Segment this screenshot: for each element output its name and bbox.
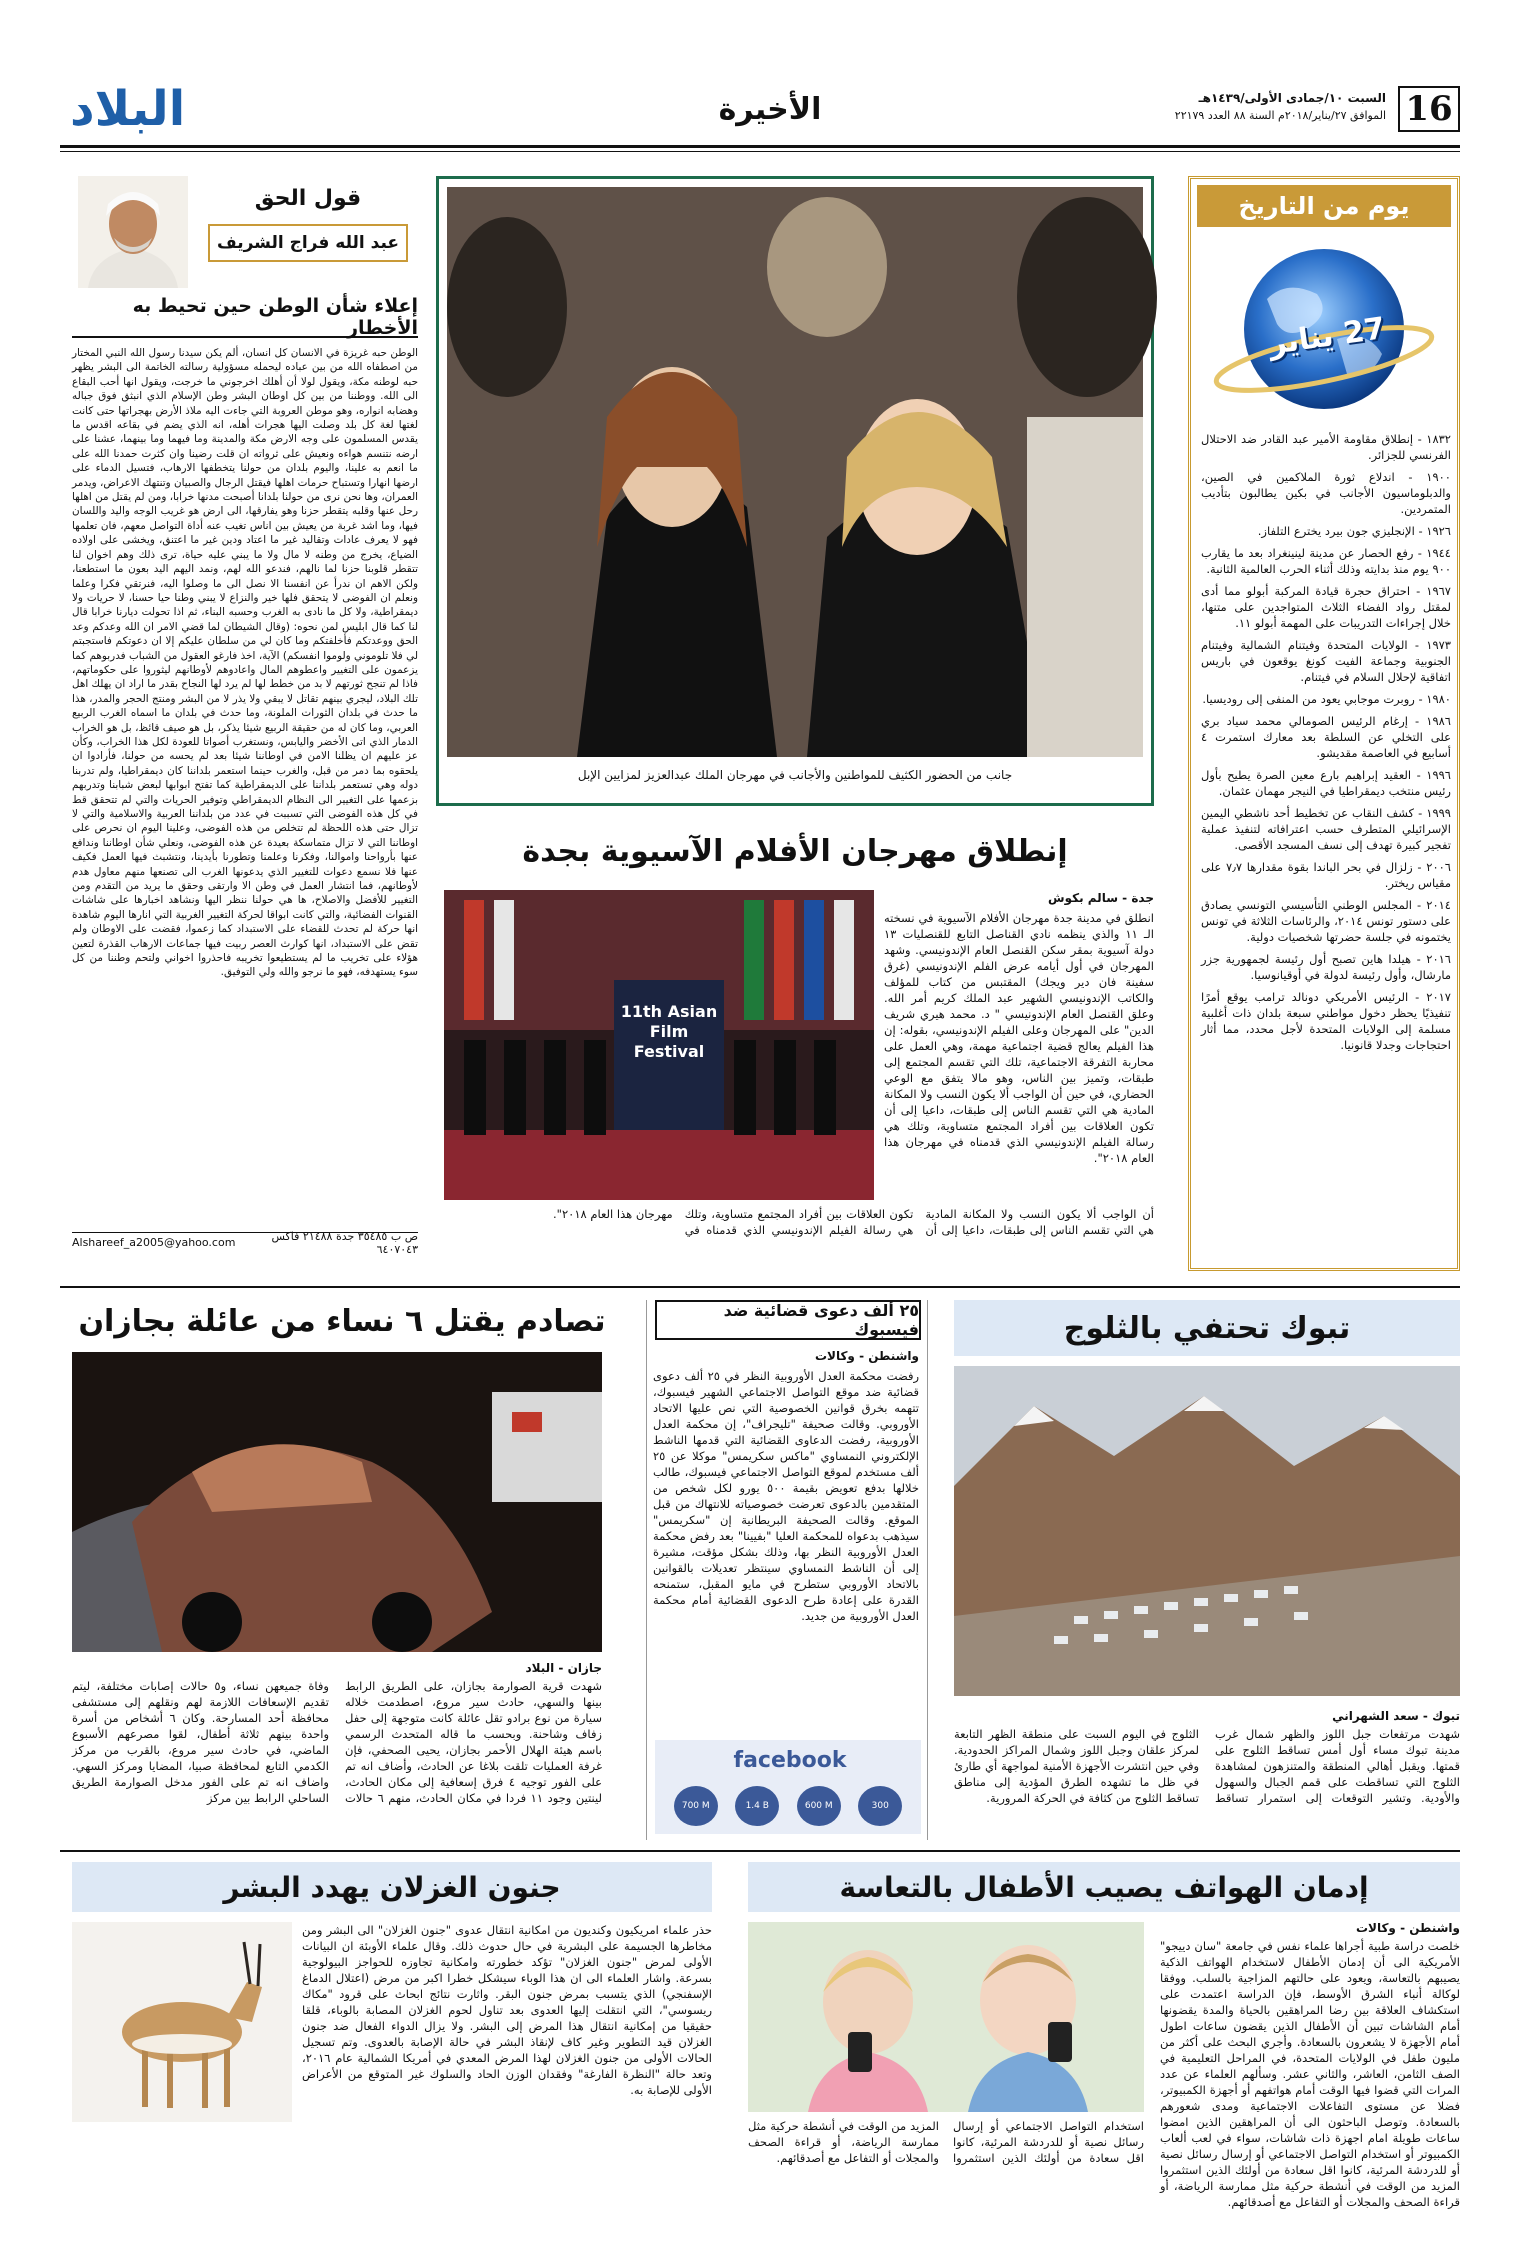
author-avatar [78, 176, 188, 288]
section-title: الأخيرة [718, 92, 822, 127]
column-author-box [208, 224, 408, 262]
page-number-box [1398, 86, 1460, 132]
history-entry: ١٩٩٩ - كشف النقاب عن تخطيط أحد ناشطي اليمين الإسرائيلي المتطرف حسب اعترافاته لتنفيذ عملية تفجير كبيرة تهدف إلى نسف المسجد الأقصى. [1201, 806, 1451, 852]
column-body: الوطن حبه غريزة في الانسان كل انسان، ألم يكن سيدنا رسول الله النبي المختار من اصطفاه الله من بين عباده ليحمله مسؤولية رسالته الخاتمة الى البشر يظهر حبه لوطنه مكة، ويقول لولا أن أهلك اخرجوني ما خرجت، ويقول انها أحب البقاع الى الله. ووطننا من بين كل اوطان البشر وطن الإسلام الذي انبثق فوق جباله وهضابه انواره، وهو موطن العروبة التي جاءت اليه ملاذ الأرض بهجراتها حتى كانت لغتها لغة كل بلد وصلت اليها هجرات أهله، انه الذي يضم في بقاعه اقدس ما يقدس المسلمون على وجه الارض مكة والمدينة وما فيهما وما بينهما، عشنا على ارضه نتنسم هواءه ونعيش على ثرواته ان قلت رضينا وان كثرت حمدنا الله على ما انعم به علينا، واليوم بلدان من حولنا يتخطفها الارهاب، فتسيل الدماء على ارضها انهارا وتستباح حرمات اهلها فيقتل الرجال والصبيان وتنتهك الاعراض، ويدمر العمران، وها نحن نرى من حولنا بلدانا أصبحت مدنها خرابا، ومن لم يقتل من اهلها رحل عنها وقلبه يتقطر حزنا وهو يفارقها، الى ارض هو غريب الوجه واليد واللسان فيها، وما اشد غربة من يعيش بين اناس تغيب عنه أداة التواصل معهم، فان تعلمها فهو لا يعرف عادات وتقاليد غير ما اعتاد ودين غير ما اعتنق، ويخشى على اولاده الضياع، يخرج من وطنه لا مال ولا ما يبني عليه حياة، ترى ذلك وهم اخوان لنا تتقطر قلوبنا حزنا لما نالهم، فندعو الله لهم، ونمد اليهم اليد بعون ما استطعنا، ولكن الاهم ان ندرأ عن انفسنا الا نصل الى ما وصلوا اليه، فنرتقي فكرا وعلما ونعلم ان الفوضى لا يتحقق فلها خير والنزاع لا يبني وطنا حيا حسنا، لا حريات ولا ديمقراطية، ولا كل ما نادى به الغرب وحسبه البناء، ثم اذا تحولت ديارنا خرابا قال لنا كما قال ابليس لمن نحوه: (وقال الشيطان لما قضي الامر ان الله وعدكم وعد الحق ووعدتكم فأخلفتكم وما كان لي من سلطان عليكم إلا ان دعوتكم فاستجبتم لي فلا تلوموني ولوموا انفسكم) الآية، اخذ فارغو العقول من الشباب فدربوهم كما يزعمون على التغيير واعطوهم المال واعادوهم لأوطانهم ليثوروا على حكوماتهم، فاذا لم تنجح ثورتهم لا بد من خطط لها لم يرد لها النجاح بقدر ما اراد ان يهلك اهل تلك البلاد، ليجري بينهم تقاتل لا يبقي ولا يذر لا من البشر ومنتج الحجر والمدر، هذا ما حدث في بلدان الثورات الملونة، وما حدث في بلدان ما اسماه الغرب الربيع العربي، وما كان له من حقيقة الربيع شيئا يذكر، بل هو صيف قائظ، بل هو الخراب الدمار الذي اتى الأخضر واليابس، ونستغرب أصواتا للعودة لكل هذا الخراب، وكأن عز عليهم ان يظلنا الامن في اوطاننا شيئا بعد لم يحسه من حولنا، فأرادوا ان يلحقوه بما دمر من قبل، والغرب حينما استعمر بلداننا كان ديمقراطيا، ولم تدربنا دوله وهي تستعمر بلداننا على الديمقراطية كما تفتح ابوابها لبعض شبابنا وتدربهم بزعمها على التغيير الى النظام الديمقراطي وتوفير الحريات والتي لم تتحقق قط في كل هذه الفوضى التي تسببت في عدد من بلداننا العربية والاسلامية والتي لا تزال حتى هذه اللحظة لم تتخلص من هذه الفوضى، وعلينا اليوم ان نحرص على اوطاننا التي لا تزال متماسكة بعيدة عن هذه الفوضى، ونعلي شأن اوطاننا وندافع عنها بأرواحنا واموالنا، وفكرنا وعلمنا وتطورنا بأيدينا، ونتشبث فيها العمل فكيف عنها فلا نسمع دعوات للتغيير الذي يدعونها الغرب الى تصنعها منهم معاول هدم لأوطانهم، فما انتشار العمل في وطن الا وارتقى وحقق ما يريد من التقدم ومن التغيير للأفضل والاصلاح، ها هي حولنا ننظر اليها ونشاهد اخبارها على شاشات القنوات الفضائية، والتي كانت ابواقا لحركة التغيير الغربية التي انارها اليوم شاهدة انها حركة لم تحدث للقضاء على الاستبداد كما زعموا، فقضت على الاوطان ولم تقض على الاستبداد، انها كوارث العصر ربيت فيها جماعات الارهاب القذرة لتعين هؤلاء على تخريب ما لم يستطيعوا تخريبه فاحذروا اخواني ولتحم وطننا من كل سوء يستهدفه، فهو ما نرجو والله ولي التوفيق. [72, 347, 418, 979]
phones-body-left: استخدام التواصل الاجتماعي أو إرسال رسائل نصية أو للدردشة المرئية، كانوا اقل سعادة من أولئك الذين استثمروا المزيد من الوقت في أنشطة حركية مثل ممارسة الرياضة، أو قراءة الصحف والمجلات أو التفاعل مع أصدقائهم. [748, 2119, 1144, 2165]
history-entry: ١٩٤٤ - رفع الحصار عن مدينة لينينغراد بعد ما يقارب ٩٠٠ يوم منذ بدايته وذلك أثناء الحرب العالمية الثانية. [1201, 546, 1451, 576]
newspaper-logo: البلاد [70, 81, 186, 137]
column-title-bar [72, 295, 418, 339]
phones-body-right: خلصت دراسة طبية أجراها علماء نفس في جامعة "سان دييجو" الأمريكية الى أن إدمان الأطفال لاستخدام الهواتف الذكية يصيبهم بالتعاسة، ويعود على حالتهم المزاجية بالسلب. ووفقا لوكالة أنباء الشرق الأوسط، فإن الدراسة اعتمدت على استكشاف العلاقة بين رضا المراهقين بالحياة والمدة يقضونها أمام الشاشات تبين أن الأطفال الذين يقضون ساعات اطول أمام الأجهزة لا يشعرون بالسعادة. وأجري البحث على أكثر من مليون طفل في الولايات المتحدة، في المراحل التعليمية في الصف الثامن، العاشر، والثاني عشر. وسألهم العلماء عن عدد المرات التي قضوا فيها الوقت أمام هواتفهم أو أجهزة الكمبيوتر، فضلا عن مستوى التفاعلات الاجتماعية ومدى شعورهم بالسعادة. وتوصل الباحثون الى أن المراهقين الذين امضوا ساعات طويلة امام اجهزة ذات شاشات، سواء في لعب ألعاب الكمبيوتر أو استخدام التواصل الاجتماعي أو إرسال رسائل نصية أو للدردشة المرئية، كانوا اقل سعادة من أولئك الذين استثمروا المزيد من الوقت في أنشطة حركية مثل ممارسة الرياضة، أو قراءة الصحف والمجلات أو التفاعل مع أصدقائهم. [1160, 1939, 1460, 2209]
crash-body: شهدت قرية الصوارمة بجازان، على الطريق الرابط بينها والسهي، حادث سير مروع، اصطدمت خلاله سيارة من نوع برادو تقل عائلة كانت متوجهة إلى حفل زفاف وشاحنة. وبحسب ما قاله المتحدث الرسمي باسم هيئة الهلال الأحمر بجازان، يحيى الصحفي، فإن غرفة العمليات تلقت بلاغا عن الحادث، وأضاف انه تم على الفور توجيه ٤ فرق إسعافية إلى مكان الحادث، لينتين وجود ١١ فردا في مكان الحادث، منهم ٦ حالات وفاة جميعهن نساء، و٥ حالات إصابات مختلفة، ليتم تقديم الإسعافات اللازمة لهم ونقلهم إلى مستشفى محافظة أحد المسارحة. وكان ٦ أشخاص من أسرة واحدة بينهم ثلاثة أطفال، لقوا مصرعهم الأسبوع الماضي، في حادث سير مروع، بالقرب من مركز الكدمي التابع لمحافظة صبيا، المضايا ومركز السهي. واضاف انه تم على الفور مدخل الصوارمة الطريق الساحلي الرابط بين مركز [72, 1679, 602, 1805]
history-title-banner [1197, 185, 1451, 227]
facebook-stat [735, 1786, 779, 1826]
masthead-rule-thin [60, 151, 1460, 152]
phones-byline: واشنطن - وكالات [1355, 1921, 1460, 1935]
top-photo [447, 187, 1143, 757]
gazelle-body: حذر علماء امريكيون وكنديون من امكانية انتقال عدوى "جنون الغزلان" الى البشر ومن مخاطرها الجسيمة على البشرية في حال حدوث ذلك. وقال علماء الأوبئة ان البيانات الأولى لمرض "جنون الغزلان" تؤكد خطورته وامكانية تجاوزه للحواجز البيولوجية بسرعة. واشار العلماء الى ان هذا الوباء سيشكل خطرا اكبر من مرض (اعتلال الدماغ الإسفنجي) الذي يتسبب بمرض جنون البقر. واثارت نتائج ابحاث على قرود "مكاك ريسوسي"، التي انتقلت إليها العدوى بعد تناول لحوم الغزلان المصابة بالوباء، قلقا حقيقيا من إمكانية انتقال هذا المرض إلى البشر. ولا يزال الدواء الفعال ضد جنون الغزلان قيد التطوير وغير كاف لإنقاذ البشر في حالة الإصابة بالعدوى. وتم تسجيل الحالات الأولى من جنون الغزلان لهذا المرض المعدي في أمريكا الشمالية عام ٢٠١٦، وتعد حالة "النظرة الفارغة" وفقدان الوزن الحاد والسلوك غير المتوقع من الأعراض الأولى للإصابة به. [302, 1923, 712, 2097]
facebook-headline: ٢٥ ألف دعوى قضائية ضد فيسبوك [723, 1301, 919, 1339]
section-rule-2 [60, 1850, 1460, 1852]
column-title: إعلاء شأن الوطن حين تحيط به الأخطار [132, 295, 418, 339]
crash-headline: تصادم يقتل ٦ نساء من عائلة بجازان [78, 1304, 606, 1339]
tabuk-body: شهدت مرتفعات جبل اللوز والظهر شمال غرب مدينة تبوك مساء أول أمس تساقط الثلوج على قمتها. ويقبل أهالي المنطقة والمتنزهون لمشاهدة الثلوج التي تساقطت على قمم الجبال والسهول والأودية. وتشير التوقعات إلى استمرار تساقط الثلوج في اليوم السبت على منطقة الظهر التابعة لمركز علقان وجبل اللوز وشمال المراكز الحدودية. وفي حين انتشرت الأجهزة الأمنية لمواجهة أي طارئ في ظل ما تشهده الطرق المؤدية إلى مناطق تساقط الثلوج من كثافة في الحركة المرورية. [954, 1727, 1460, 1805]
date-hijri: السبت ١٠/جمادى الأولى/١٤٣٩هـ [1198, 91, 1386, 105]
history-entry: ١٩٢٦ - الإنجليزي جون بيرد يخترع التلفاز. [1257, 524, 1451, 538]
page-number: 16 [1405, 89, 1453, 129]
gazelle-headline-bar [72, 1862, 712, 1912]
phones-body-left-wrap [748, 2118, 1144, 2200]
date-gregorian: الموافق ٢٧/يناير/٢٠١٨م السنة ٨٨ العدد ٢٢١٧٩ [1174, 109, 1386, 122]
gazelle-photo-graphic [72, 1922, 292, 2122]
crash-photo [72, 1352, 602, 1652]
history-emblem [1207, 239, 1441, 419]
facebook-stat [858, 1786, 902, 1826]
history-entry: ١٨٣٢ - إنطلاق مقاومة الأمير عبد القادر ضد الاحتلال الفرنسي للجزائر. [1201, 432, 1451, 462]
column-label: قول الحق [254, 186, 362, 211]
facebook-graphic [655, 1740, 921, 1834]
snow-mountain-photo-graphic [954, 1366, 1460, 1696]
gazelle-headline: جنون الغزلان يهدد البشر [223, 1870, 561, 1904]
crowd-photo-graphic [447, 187, 1143, 757]
phones-photo [748, 1922, 1144, 2112]
history-title: يوم من التاريخ [1238, 192, 1410, 220]
history-entry: ١٩٨٠ - روبرت موجابي يعود من المنفى إلى روديسيا. [1202, 692, 1451, 706]
history-entry: ٢٠١٧ - الرئيس الأمريكي دونالد ترامب يوقع أمرًا تنفيذيًا يحظر دخول مواطني سبعة بلدان ذات أغلبية مسلمة إلى الولايات المتحدة لأجل محدد، مما أثار احتجاجات وجدلا قانونيا. [1201, 990, 1451, 1052]
gazelle-photo [72, 1922, 292, 2122]
history-entry: ١٩٧٣ - الولايات المتحدة وفيتنام الشمالية وفيتنام الجنوبية وجماعة الفيت كونغ يوقعون في باريس اتفاقية لإحلال السلام في فيتنام. [1201, 638, 1451, 684]
top-photo-caption: جانب من الحضور الكثيف للمواطنين والأجانب في مهرجان الملك عبدالعزيز لمزايين الإبل [577, 768, 1013, 782]
tabuk-photo [954, 1366, 1460, 1696]
tabuk-headline: تبوك تحتفي بالثلوج [1063, 1310, 1351, 1346]
facebook-headline-bar [655, 1300, 921, 1340]
film-body: انطلق في مدينة جدة مهرجان الأفلام الآسيوية في نسخته الـ ١١ والذي ينظمه نادي القناصل التابع للقنصليات ١٣ دولة آسيوية بمقر سكن القنصل العام الإندونيسي. وشهد المهرجان في أول أيامه عرض الفلم الإندونيسي (غرق سفينة فان دير ويجك) المقتبس من كتاب للمؤلف والكاتب الإندونيسي الشهير عبد الملك كريم أمر الله. وعلق القنصل العام الإندونيسي " د. محمد هيري شريف الدين" على المهرجان وعلى الفيلم الإندونيسي، بقوله: إن هذا الفيلم يعالج قضية اجتماعية مهمة، وهي العمل على محاربة التفرقة الاجتماعية، تلك التي تقسم المجتمع إلى طبقات، وتميز بين الناس، وهو مالا يتفق مع الوعي الحضاري، في حين أن الواجب ألا يكون النسب ولا المكانة المادية هي التي تقسم الناس إلى طبقات، داعيا إلى أن تكون العلاقات بين أفراد المجتمع متساوية، وتلك هي رسالة الفيلم الإندونيسي الذي قدمناه في مهرجان هذا العام ٢٠١٨". [884, 911, 1154, 1165]
facebook-byline: واشنطن - وكالات [814, 1349, 919, 1363]
crash-article [72, 1660, 602, 1830]
column-author: عبد الله فراج الشريف [216, 233, 400, 253]
phones-article [748, 1862, 1460, 2209]
facebook-stat-value: 300 [871, 1801, 889, 1811]
gazelle-body-wrap [302, 1922, 712, 2200]
facebook-body: رفضت محكمة العدل الأوروبية النظر في ٢٥ ألف دعوى قضائية ضد موقع التواصل الاجتماعي الشهير فيسبوك، تتهمه بخرق قوانين الخصوصية التي نص عليها الاتحاد الأوروبي. وقالت صحيفة "تليجراف"، إن محكمة العدل الأوروبية، رفضت الدعاوى القضائية التي قدمها الناشط الإلكتروني النمساوي "ماكس سكريمس" موكلا عن ٢٥ ألف مستخدم لموقع التواصل الاجتماعي فيسبوك، طالب خلالها بدفع تعويض بقيمة ٥٠٠ يورو لكل شخص من المتقدمين بالدعوى تعرضت خصوصياته للانتهاك من قبل الموقع. وقالت الصحيفة البريطانية إن "سكريمس" سيذهب بدعواه للمحكمة العليا "بفيينا" بعد رفض محكمة العدل الأوروبية النظر بها، وذلك بشكل مؤقت، مشيرة إلى أن الناشط النمساوي سينتظر تعديلات بالقوانين بالاتحاد الأوروبي ستطرح في مايو المقبل، ستمنحه القدرة على إعادة طرح الدعوى القضائية أمام محكمة العدل الأوروبية من جديد. [653, 1369, 919, 1623]
column-email: Alshareef_a2005@yahoo.com [72, 1236, 236, 1249]
crash-photo-graphic [72, 1352, 602, 1652]
history-emblem-text: 27 يناير [1266, 311, 1388, 362]
column-footer [72, 1229, 418, 1256]
children-phones-photo-graphic [748, 1922, 1144, 2112]
history-entry: ١٩٨٦ - إرغام الرئيس الصومالي محمد سياد بري على التخلي عن السلطة بعد معارك استمرت ٤ أسابيع في العاصمة مقديشو. [1201, 714, 1451, 760]
history-entries [1201, 431, 1451, 1261]
facebook-article [646, 1300, 928, 1840]
phones-headline: إدمان الهواتف يصيب الأطفال بالتعاسة [839, 1870, 1369, 1904]
facebook-stat-value: 700 M [681, 1801, 710, 1811]
history-entry: ١٩٠٠ - اندلاع ثورة الملاكمين في الصين، والدبلوماسيون الأجانب في بكين يطالبون بتأديب المتمردين. [1201, 470, 1451, 516]
facebook-stat [674, 1786, 718, 1826]
crash-byline: جازان - البلاد [525, 1661, 602, 1675]
history-entry: ١٩٦٧ - احتراق حجرة قيادة المركبة أبولو مما أدى لمقتل رواد الفضاء الثلاث المتواجدين على متنها، خلال إجراءات التدريبات على المهمة أبولو ١١. [1201, 584, 1451, 630]
author-portrait-icon [78, 176, 188, 288]
film-banner-text: 11th Asian Film Festival [620, 1002, 718, 1061]
crash-body-wrap [72, 1678, 602, 1828]
history-box [1188, 176, 1460, 1271]
history-entry: ١٩٩٦ - العقيد إبراهيم بارع معين الصرة يطيح بأول رئيس منتخب ديمقراطيا في النيجر مهمان عثمان. [1201, 768, 1451, 798]
masthead [60, 80, 1460, 142]
date-block [1086, 90, 1386, 124]
column-address: ص ب ٣٥٤٨٥ جدة ٢١٤٨٨ فاكس ٦٤٠٧٠٤٣ [271, 1229, 418, 1256]
column-box [72, 176, 418, 1276]
facebook-stat-value: 600 M [804, 1801, 833, 1811]
section-rule-1 [60, 1286, 1460, 1288]
facebook-stat [797, 1786, 841, 1826]
history-entry: ٢٠١٤ - المجلس الوطني التأسيسي التونسي يصادق على دستور تونس ٢٠١٤، والرئاسات الثلاثة في تونس يختمونه في جلسة حضرتها شخصيات دولية. [1201, 898, 1451, 944]
film-bottom-text-wrap [444, 1206, 1154, 1276]
film-headline: إنطلاق مهرجان الأفلام الآسيوية بجدة [522, 834, 1068, 869]
film-body-tail: أن الواجب ألا يكون النسب ولا المكانة المادية هي التي تقسم الناس إلى طبقات، داعيا إلى أن تكون العلاقات بين أفراد المجتمع متساوية، وتلك هي رسالة الفيلم الإندونيسي الذي قدمناه في مهرجان هذا العام ٢٠١٨". [553, 1207, 1154, 1237]
gazelle-article [72, 1862, 712, 2202]
masthead-rule [60, 145, 1460, 148]
tabuk-byline: تبوك - سعد الشهراني [1332, 1709, 1460, 1723]
history-entry: ٢٠٠٦ - زلزال في بحر الباندا بقوة مقدارها ٧٫٧ على مقياس ريختر. [1201, 860, 1451, 890]
tabuk-article [954, 1300, 1460, 1840]
history-entry: ٢٠١٦ - هيلدا هاين تصبح أول رئيسة لجمهورية جزر مارشال، وأول رئيسة لدولة في أوقيانوسيا. [1201, 952, 1451, 982]
tabuk-body-wrap [954, 1726, 1460, 1840]
facebook-stat-value: 1.4 B [745, 1801, 769, 1811]
top-photo-frame [436, 176, 1154, 806]
film-byline: جدة - سالم بكوش [1048, 891, 1154, 905]
facebook-logo: facebook [733, 1748, 847, 1773]
facebook-stats [665, 1786, 911, 1826]
phones-headline-bar [748, 1862, 1460, 1912]
tabuk-headline-bar [954, 1300, 1460, 1356]
